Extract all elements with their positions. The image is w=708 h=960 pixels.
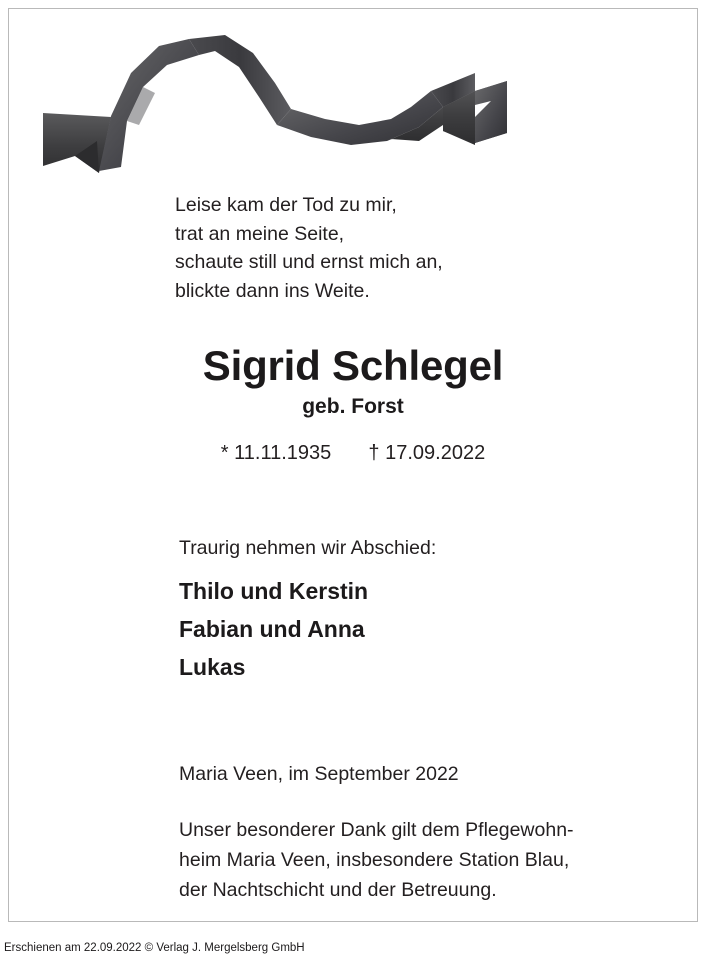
deceased-name: Sigrid Schlegel: [202, 342, 504, 389]
death-date: 17.09.2022: [385, 442, 486, 464]
deceased-dates: [9, 440, 697, 466]
mourning-ribbon-icon: [39, 21, 509, 176]
place-and-date: Maria Veen, im September 2022: [179, 763, 459, 785]
poem-line: Leise kam der Tod zu mir,: [175, 194, 397, 216]
birth-date: 11.11.1935: [234, 442, 332, 464]
survivors-block: [9, 572, 697, 686]
obituary-card: [8, 8, 698, 922]
publication-footer: Erschienen am 22.09.2022 © Verlag J. Mergelsberg GmbH: [4, 942, 305, 954]
survivor-line: Lukas: [179, 654, 246, 680]
survivor-line: Thilo und Kerstin: [179, 578, 369, 604]
farewell-block: [9, 534, 697, 562]
place-date-block: [9, 760, 697, 788]
poem-line: trat an meine Seite,: [175, 222, 345, 245]
poem-block: [9, 191, 697, 305]
deceased-maiden-name: geb. Forst: [302, 395, 404, 418]
thanks-line: Unser besonderer Dank gilt dem Pflegewohn-: [179, 819, 574, 841]
survivor-line: Fabian und Anna: [179, 616, 365, 642]
thanks-block: [9, 815, 697, 905]
deceased-name-block: [9, 342, 697, 466]
death-symbol: †: [368, 442, 380, 464]
farewell-intro: Traurig nehmen wir Abschied:: [179, 537, 437, 559]
obituary-inner: [9, 9, 697, 921]
thanks-line: der Nachtschicht und der Betreuung.: [179, 879, 497, 901]
thanks-line: heim Maria Veen, insbesondere Station Blau,: [179, 849, 570, 871]
poem-line: blickte dann ins Weite.: [175, 279, 370, 302]
birth-symbol: *: [220, 442, 229, 464]
poem-line: schaute still und ernst mich an,: [175, 251, 443, 273]
